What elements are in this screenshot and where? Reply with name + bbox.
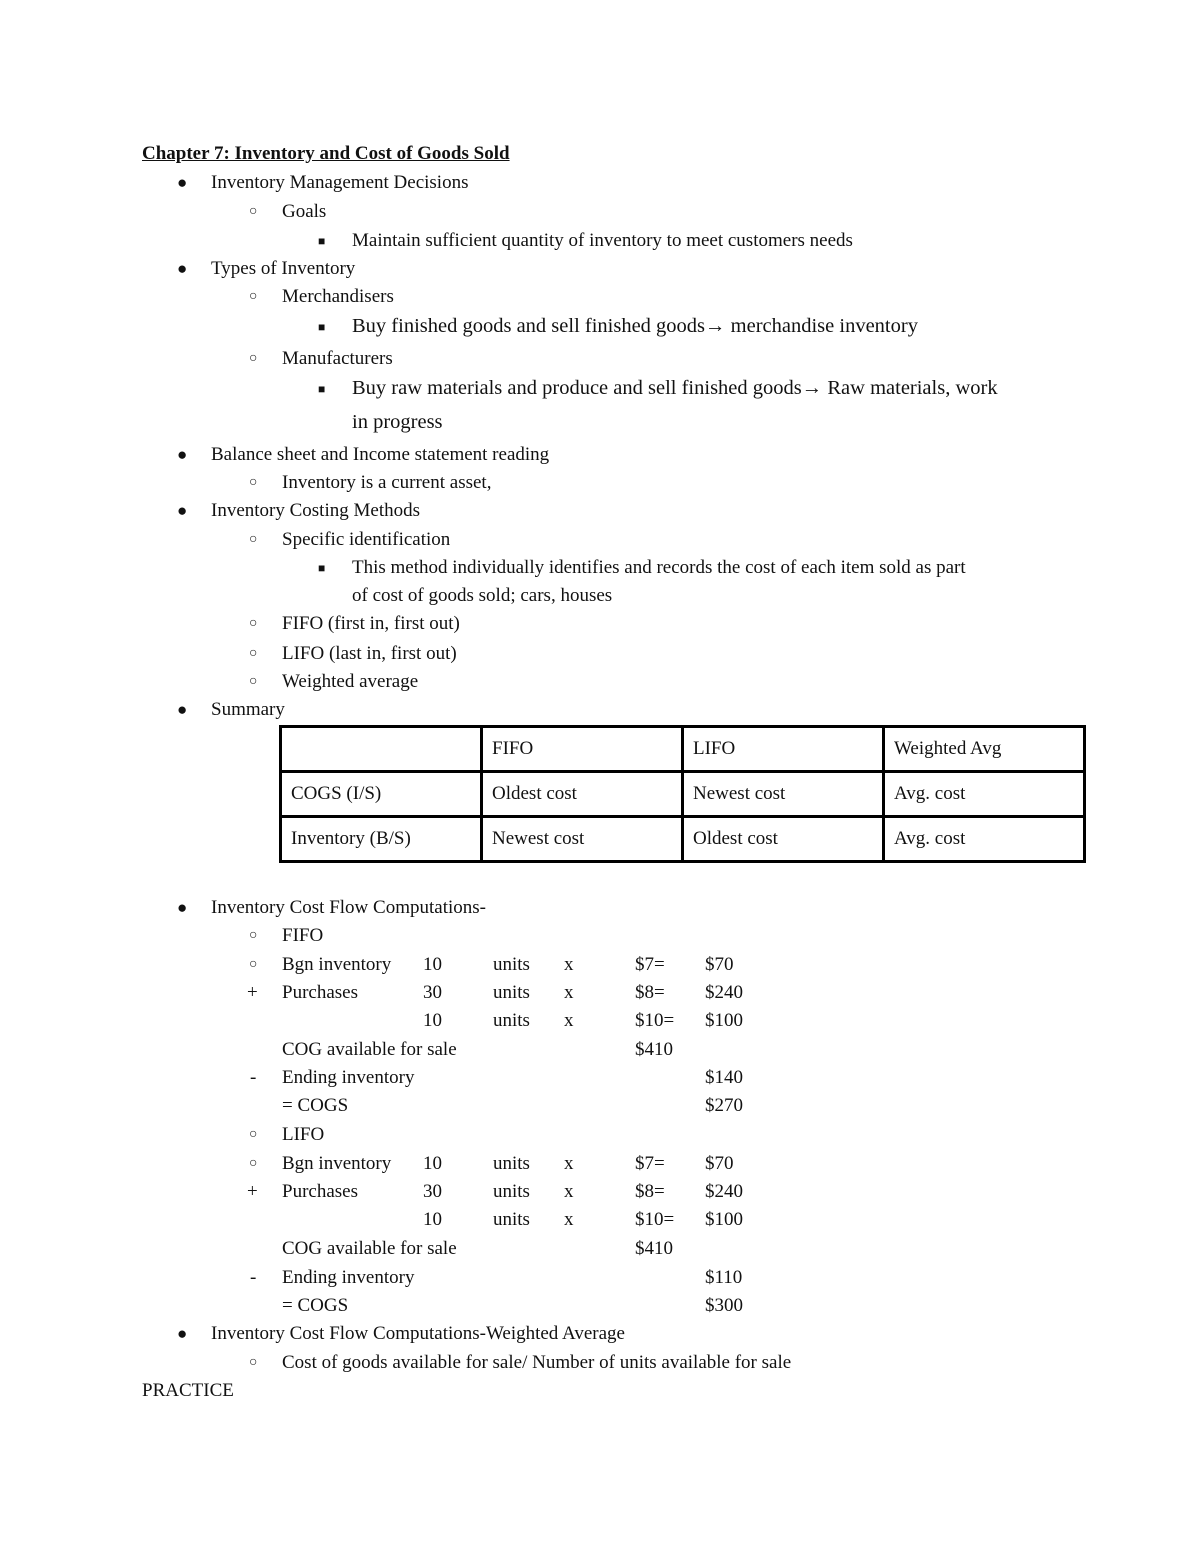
outline-manuf-text-2: in progress [352,411,443,433]
lifo-purch2-qty: 10 [423,1209,442,1230]
table-cell: Oldest cost [683,817,884,862]
circle-bullet-icon: ○ [249,475,258,490]
lifo-minus-sign: - [250,1267,257,1288]
page-title: Chapter 7: Inventory and Cost of Goods Sold [142,143,510,164]
circle-bullet-icon: ○ [249,928,258,943]
circle-bullet-icon: ○ [249,646,258,661]
bullet-icon: ● [177,1324,188,1343]
fifo-bgn-x: x [564,954,574,975]
fifo-purch2-qty: 10 [423,1010,442,1031]
lifo-purch2-price: $10= [635,1209,675,1230]
outline-inv-mgmt: Inventory Management Decisions [211,172,469,193]
bullet-icon: ● [177,173,188,192]
outline-fifo: FIFO (first in, first out) [282,613,460,634]
lifo-bgn-total: $70 [705,1153,734,1174]
outline-specific: Specific identification [282,529,451,550]
square-bullet-icon: ■ [318,561,326,575]
outline-current-asset: Inventory is a current asset, [282,472,492,493]
circle-bullet-icon: ○ [249,957,258,972]
fifo-label: FIFO [282,925,324,946]
fifo-cogs-label: = COGS [282,1095,349,1116]
fifo-ending-label: Ending inventory [282,1067,415,1088]
table-header-row [281,727,1085,772]
fifo-purch2-unit: units [493,1010,530,1031]
lifo-plus-sign: + [247,1181,258,1202]
fifo-ending-total: $140 [705,1067,743,1088]
lifo-available-total: $410 [635,1238,673,1259]
table-cell: Weighted Avg [884,727,1085,772]
outline-lifo: LIFO (last in, first out) [282,643,457,664]
outline-weighted: Weighted average [282,671,419,692]
lifo-available-label: COG available for sale [282,1238,457,1259]
practice-heading: PRACTICE [142,1380,234,1401]
lifo-bgn-x: x [564,1153,574,1174]
lifo-purch-total: $240 [705,1181,743,1202]
table-row [281,817,1085,862]
outline-balance: Balance sheet and Income statement reading [211,444,550,465]
outline-goals-text: Maintain sufficient quantity of inventory to meet customers needs [352,230,853,251]
fifo-bgn-qty: 10 [423,954,442,975]
fifo-purch-unit: units [493,982,530,1003]
square-bullet-icon: ■ [318,320,326,334]
lifo-purch2-total: $100 [705,1209,743,1230]
lifo-bgn-price: $7= [635,1153,665,1174]
lifo-purch-unit: units [493,1181,530,1202]
bullet-icon: ● [177,445,188,464]
circle-bullet-icon: ○ [249,204,258,219]
bullet-icon: ● [177,501,188,520]
lifo-bgn-label: Bgn inventory [282,1153,392,1174]
bullet-icon: ● [177,700,188,719]
fifo-cogs-total: $270 [705,1095,743,1116]
table-cell: Newest cost [683,772,884,817]
table-cell: LIFO [683,727,884,772]
fifo-purch2-price: $10= [635,1010,675,1031]
fifo-available-total: $410 [635,1039,673,1060]
outline-manuf: Manufacturers [282,348,393,369]
bullet-icon: ● [177,898,188,917]
outline-manuf-text-1: Buy raw materials and produce and sell finished goods→ Raw materials, work [352,377,998,399]
circle-bullet-icon: ○ [249,1156,258,1171]
circle-bullet-icon: ○ [249,532,258,547]
summary-table [279,725,1086,863]
fifo-purch-x: x [564,982,574,1003]
circle-bullet-icon: ○ [249,289,258,304]
lifo-purch2-x: x [564,1209,574,1230]
fifo-bgn-label: Bgn inventory [282,954,392,975]
table-cell [281,727,482,772]
outline-specific-text-2: of cost of goods sold; cars, houses [352,585,613,606]
bullet-icon: ● [177,259,188,278]
fifo-purch2-x: x [564,1010,574,1031]
outline-wa-text: Cost of goods available for sale/ Number of units available for sale [282,1352,792,1373]
table-cell: Inventory (B/S) [281,817,482,862]
fifo-minus-sign: - [250,1067,257,1088]
table-cell: Oldest cost [482,772,683,817]
lifo-bgn-unit: units [493,1153,530,1174]
lifo-cogs-total: $300 [705,1295,743,1316]
lifo-ending-label: Ending inventory [282,1267,415,1288]
square-bullet-icon: ■ [318,234,326,248]
circle-bullet-icon: ○ [249,351,258,366]
fifo-bgn-price: $7= [635,954,665,975]
outline-merch: Merchandisers [282,286,394,307]
fifo-purch-total: $240 [705,982,743,1003]
outline-flow: Inventory Cost Flow Computations- [211,897,486,918]
fifo-purch-label: Purchases [282,982,358,1003]
table-row [281,772,1085,817]
fifo-bgn-total: $70 [705,954,734,975]
table-cell: FIFO [482,727,683,772]
fifo-purch2-total: $100 [705,1010,743,1031]
lifo-purch-label: Purchases [282,1181,358,1202]
lifo-cogs-label: = COGS [282,1295,349,1316]
lifo-purch-price: $8= [635,1181,665,1202]
circle-bullet-icon: ○ [249,674,258,689]
table-cell: Avg. cost [884,772,1085,817]
fifo-available-label: COG available for sale [282,1039,457,1060]
circle-bullet-icon: ○ [249,1355,258,1370]
table-cell: Avg. cost [884,817,1085,862]
outline-specific-text-1: This method individually identifies and records the cost of each item sold as part [352,557,966,578]
lifo-ending-total: $110 [705,1267,743,1288]
fifo-purch-price: $8= [635,982,665,1003]
lifo-purch-qty: 30 [423,1181,442,1202]
outline-goals: Goals [282,201,327,222]
lifo-label: LIFO [282,1124,325,1145]
outline-flow-wa: Inventory Cost Flow Computations-Weighted Average [211,1323,625,1344]
lifo-purch-x: x [564,1181,574,1202]
outline-types: Types of Inventory [211,258,356,279]
fifo-purch-qty: 30 [423,982,442,1003]
lifo-purch2-unit: units [493,1209,530,1230]
square-bullet-icon: ■ [318,382,326,396]
table-cell: COGS (I/S) [281,772,482,817]
lifo-bgn-qty: 10 [423,1153,442,1174]
table-cell: Newest cost [482,817,683,862]
circle-bullet-icon: ○ [249,1127,258,1142]
outline-merch-text: Buy finished goods and sell finished goods→ merchandise inventory [352,315,918,337]
outline-summary: Summary [211,699,285,720]
outline-costing: Inventory Costing Methods [211,500,420,521]
fifo-plus-sign: + [247,982,258,1003]
circle-bullet-icon: ○ [249,616,258,631]
fifo-bgn-unit: units [493,954,530,975]
